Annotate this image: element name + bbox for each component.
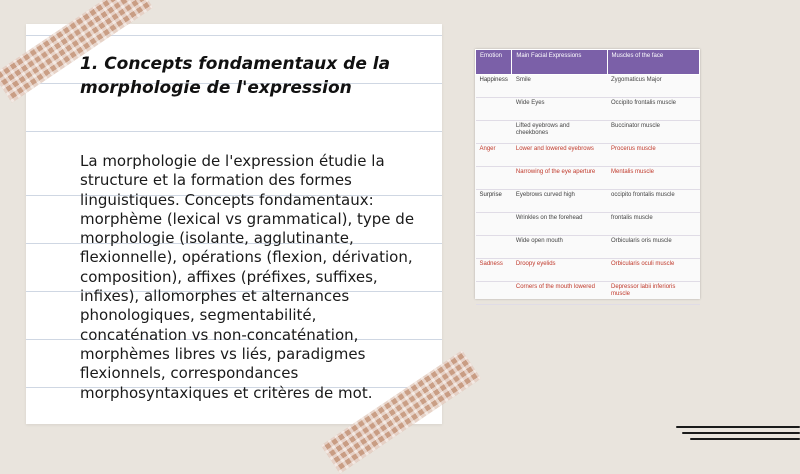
cell-muscle: Procerus muscle <box>607 144 700 167</box>
cell-emotion: Sadness <box>476 259 512 282</box>
cell-muscle: Orbicularis oris muscle <box>607 236 700 259</box>
table-row <box>476 144 700 167</box>
table-row <box>476 121 700 144</box>
cell-muscle: occipito frontalis muscle <box>607 190 700 213</box>
cell-emotion <box>476 98 512 121</box>
cell-expression: Eyebrows curved high <box>512 190 607 213</box>
cell-expression: Wide Eyes <box>512 98 607 121</box>
cell-emotion: Happiness <box>476 75 512 98</box>
cell-muscle: Buccinator muscle <box>607 121 700 144</box>
cell-muscle: Occipito frontalis muscle <box>607 98 700 121</box>
decor-line <box>690 438 800 440</box>
cell-expression: Droopy eyelids <box>512 259 607 282</box>
table-row <box>476 98 700 121</box>
table-row <box>476 167 700 190</box>
table-row <box>476 75 700 98</box>
cell-emotion <box>476 121 512 144</box>
cell-muscle: Mentalis muscle <box>607 167 700 190</box>
cell-expression: Smile <box>512 75 607 98</box>
cell-expression: Corners of the mouth lowered <box>512 282 607 305</box>
cell-expression: Lifted eyebrows and cheekbones <box>512 121 607 144</box>
decorative-lines <box>676 424 800 444</box>
header-muscles: Muscles of the face <box>607 50 700 75</box>
cell-emotion: Anger <box>476 144 512 167</box>
emotion-table-image <box>475 49 700 299</box>
table-header-row <box>476 50 700 75</box>
cell-muscle: Orbicularis oculi muscle <box>607 259 700 282</box>
emotion-table <box>475 49 700 305</box>
cell-expression: Wrinkles on the forehead <box>512 213 607 236</box>
slide-body: La morphologie de l'expression étudie la structure et la formation des formes linguistiques. Concepts fondamentaux: morphème (lexical vs grammatical), type de morphologie (isolante, agglutinante, flexionnelle), opérations (flexion, dérivation, composition), affixes (préfixes, suffixes, infixes), allomorphes et alternances phonologiques, segmentabilité, concaténation vs non-concaténation, morphèmes libres vs liés, paradigmes flexionnels, correspondances morphosyntaxiques et critères de mot. <box>80 152 415 402</box>
table-row <box>476 213 700 236</box>
cell-emotion <box>476 282 512 305</box>
cell-emotion <box>476 236 512 259</box>
table-row <box>476 259 700 282</box>
table-row <box>476 190 700 213</box>
table-row <box>476 282 700 305</box>
header-expressions: Main Facial Expressions <box>512 50 607 75</box>
header-emotion: Emotion <box>476 50 512 75</box>
cell-muscle: Zygomaticus Major <box>607 75 700 98</box>
table-row <box>476 236 700 259</box>
cell-emotion <box>476 213 512 236</box>
cell-muscle: Depressor labii inferioris muscle <box>607 282 700 305</box>
cell-expression: Narrowing of the eye aperture <box>512 167 607 190</box>
cell-emotion <box>476 167 512 190</box>
table-body <box>476 75 700 305</box>
cell-expression: Lower and lowered eyebrows <box>512 144 607 167</box>
cell-expression: Wide open mouth <box>512 236 607 259</box>
decor-line <box>682 432 800 434</box>
decor-line <box>676 426 800 428</box>
slide-title: 1. Concepts fondamentaux de la morphologie de l'expression <box>80 54 391 98</box>
cell-muscle: frontalis muscle <box>607 213 700 236</box>
cell-emotion: Surprise <box>476 190 512 213</box>
